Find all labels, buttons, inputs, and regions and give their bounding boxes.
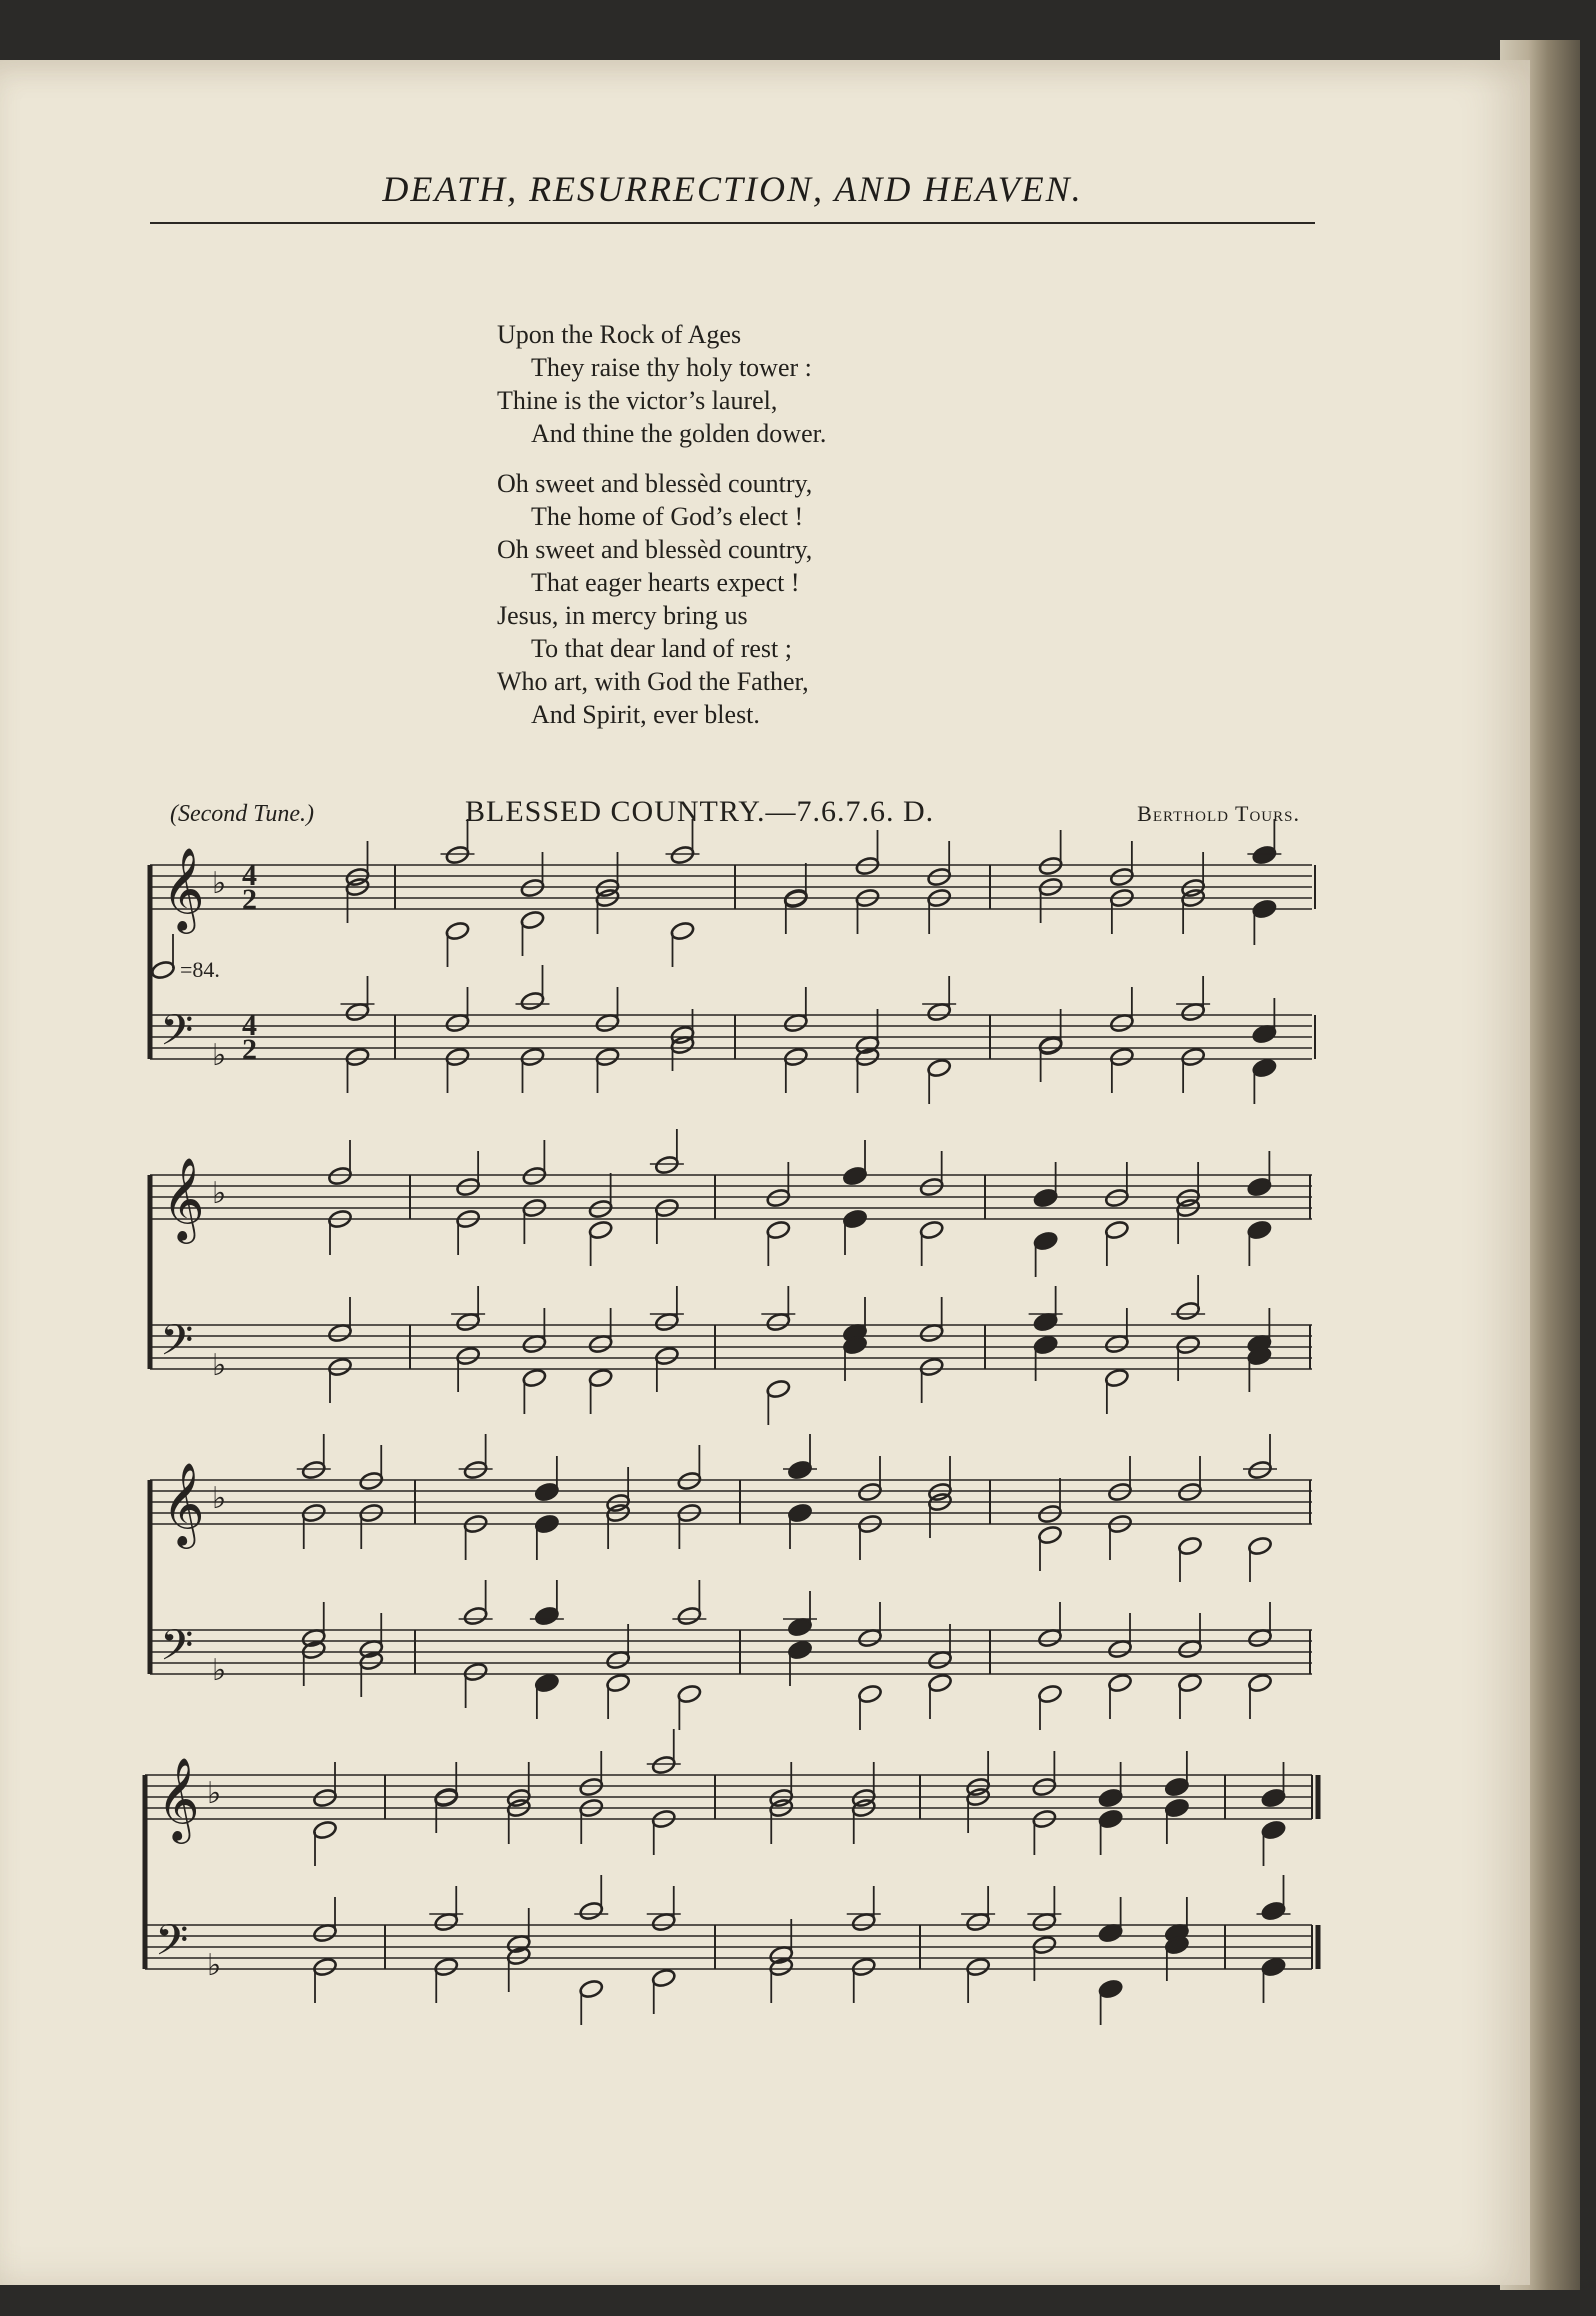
note-head xyxy=(1038,1036,1063,1057)
note-head xyxy=(855,856,880,877)
note-head xyxy=(534,1606,559,1627)
note-head xyxy=(787,1640,812,1661)
treble-clef: 𝄞 xyxy=(162,1156,205,1240)
note-head xyxy=(1037,1684,1062,1705)
note-head xyxy=(1252,845,1277,866)
note-head xyxy=(312,1957,337,1978)
verse-line: Jesus, in mercy bring us xyxy=(497,601,748,630)
note-head xyxy=(1107,1482,1132,1503)
note-head xyxy=(520,1047,545,1068)
note-head xyxy=(787,1503,812,1524)
verse-line: Oh sweet and blessèd country, xyxy=(497,535,813,564)
note-head xyxy=(1109,867,1134,888)
verse-line: And Spirit, ever blest. xyxy=(531,700,760,729)
note-head xyxy=(588,1220,613,1241)
note-head xyxy=(1180,1047,1205,1068)
note-head xyxy=(520,878,545,899)
flat-sign: ♭ xyxy=(212,1481,227,1516)
tune-label: (Second Tune.) xyxy=(170,801,314,827)
note-head xyxy=(534,1673,559,1694)
note-head xyxy=(1247,1536,1272,1557)
note-head xyxy=(150,960,175,981)
flat-sign: ♭ xyxy=(212,1038,227,1073)
note-head xyxy=(579,1979,604,2000)
note-head xyxy=(1033,1231,1058,1252)
note-head xyxy=(677,1606,702,1627)
note-head xyxy=(595,1047,620,1068)
note-head xyxy=(1032,1935,1057,1956)
note-head xyxy=(783,1047,808,1068)
note-head xyxy=(520,910,545,931)
note-head xyxy=(677,1471,702,1492)
note-head xyxy=(851,1957,876,1978)
note-head xyxy=(1032,1777,1057,1798)
note-head xyxy=(434,1957,459,1978)
note-head xyxy=(1098,1788,1123,1809)
note-head xyxy=(1175,1335,1200,1356)
note-head xyxy=(301,1460,326,1481)
note-head xyxy=(1252,1058,1277,1079)
note-head xyxy=(1261,1957,1286,1978)
note-head xyxy=(857,1482,882,1503)
note-head xyxy=(926,1058,951,1079)
note-head xyxy=(1104,1368,1129,1389)
note-head xyxy=(787,1460,812,1481)
treble-clef: 𝄞 xyxy=(162,1461,205,1545)
tempo-marking: =84. xyxy=(180,957,220,982)
note-head xyxy=(534,1482,559,1503)
verse-line: And thine the golden dower. xyxy=(531,419,827,448)
note-head xyxy=(1177,1482,1202,1503)
note-head xyxy=(1107,1673,1132,1694)
note-head xyxy=(445,1047,470,1068)
note-head xyxy=(327,1166,352,1187)
time-signature-bottom: 2 xyxy=(242,1033,257,1066)
note-head xyxy=(677,1684,702,1705)
note-head xyxy=(1038,856,1063,877)
note-head xyxy=(1247,1460,1272,1481)
note-head xyxy=(534,1514,559,1535)
verse-line: That eager hearts expect ! xyxy=(531,568,800,597)
bass-clef: 𝄢 xyxy=(160,1621,194,1681)
note-head xyxy=(857,1684,882,1705)
note-head xyxy=(1247,1177,1272,1198)
note-head xyxy=(1033,1335,1058,1356)
note-head xyxy=(1247,1673,1272,1694)
flat-sign: ♭ xyxy=(207,1948,222,1983)
verse-line: Thine is the victor’s laurel, xyxy=(497,386,778,415)
note-head xyxy=(359,1471,384,1492)
note-head xyxy=(842,1209,867,1230)
treble-clef: 𝄞 xyxy=(157,1756,200,1840)
note-head xyxy=(1252,899,1277,920)
verse-line: Upon the Rock of Ages xyxy=(497,320,742,349)
note-head xyxy=(1098,1809,1123,1830)
note-head xyxy=(670,845,695,866)
note-head xyxy=(605,1673,630,1694)
note-head xyxy=(654,1155,679,1176)
note-head xyxy=(1261,1820,1286,1841)
note-head xyxy=(651,1755,676,1776)
treble-clef: 𝄞 xyxy=(162,846,205,930)
note-head xyxy=(1175,1301,1200,1322)
bass-clef: 𝄢 xyxy=(155,1916,189,1976)
note-head xyxy=(445,845,470,866)
note-head xyxy=(766,1220,791,1241)
note-head xyxy=(312,1820,337,1841)
note-head xyxy=(1177,1536,1202,1557)
note-head xyxy=(926,867,951,888)
verse-line: Oh sweet and blessèd country, xyxy=(497,469,813,498)
note-head xyxy=(1261,1901,1286,1922)
flat-sign: ♭ xyxy=(207,1776,222,1811)
note-head xyxy=(455,1346,480,1367)
note-head xyxy=(1104,1220,1129,1241)
bass-clef: 𝄢 xyxy=(160,1316,194,1376)
time-signature-top: 4 xyxy=(242,859,257,892)
note-head xyxy=(345,1047,370,1068)
tune-composer: Berthold Tours. xyxy=(1137,801,1300,826)
note-head xyxy=(1037,1504,1062,1525)
bass-clef: 𝄢 xyxy=(160,1006,194,1066)
note-head xyxy=(522,1166,547,1187)
note-head xyxy=(463,1662,488,1683)
note-head xyxy=(588,1199,613,1220)
note-head xyxy=(766,1379,791,1400)
note-head xyxy=(520,991,545,1012)
note-head xyxy=(463,1460,488,1481)
note-head xyxy=(766,1188,791,1209)
note-head xyxy=(1164,1798,1189,1819)
note-head xyxy=(1098,1979,1123,2000)
note-head xyxy=(1109,1047,1134,1068)
note-head xyxy=(1261,1788,1286,1809)
note-head xyxy=(455,1177,480,1198)
flat-sign: ♭ xyxy=(212,1348,227,1383)
running-head: DEATH, RESURRECTION, AND HEAVEN. xyxy=(382,169,1083,209)
note-head xyxy=(445,921,470,942)
note-head xyxy=(919,1357,944,1378)
note-head xyxy=(1033,1188,1058,1209)
note-head xyxy=(1104,1188,1129,1209)
note-head xyxy=(327,1357,352,1378)
time-signature-bottom: 2 xyxy=(242,883,257,916)
note-head xyxy=(588,1368,613,1389)
note-head xyxy=(919,1177,944,1198)
note-head xyxy=(1164,1777,1189,1798)
verse-line: The home of God’s elect ! xyxy=(531,502,804,531)
note-head xyxy=(579,1901,604,1922)
note-head xyxy=(927,1673,952,1694)
verse-line: They raise thy holy tower : xyxy=(531,353,812,382)
tune-title: BLESSED COUNTRY.—7.6.7.6. D. xyxy=(465,795,935,828)
verse-line: To that dear land of rest ; xyxy=(531,634,792,663)
note-head xyxy=(312,1788,337,1809)
note-head xyxy=(1037,1525,1062,1546)
note-head xyxy=(670,1025,695,1046)
flat-sign: ♭ xyxy=(212,866,227,901)
flat-sign: ♭ xyxy=(212,1653,227,1688)
note-head xyxy=(1177,1673,1202,1694)
note-head xyxy=(651,1968,676,1989)
verse-line: Who art, with God the Father, xyxy=(497,667,809,696)
note-head xyxy=(463,1606,488,1627)
note-head xyxy=(919,1220,944,1241)
note-head xyxy=(1247,1220,1272,1241)
note-head xyxy=(670,921,695,942)
note-head xyxy=(965,1957,990,1978)
note-head xyxy=(654,1346,679,1367)
note-head xyxy=(522,1368,547,1389)
note-head xyxy=(579,1777,604,1798)
note-head xyxy=(842,1166,867,1187)
time-signature-top: 4 xyxy=(242,1009,257,1042)
flat-sign: ♭ xyxy=(212,1176,227,1211)
